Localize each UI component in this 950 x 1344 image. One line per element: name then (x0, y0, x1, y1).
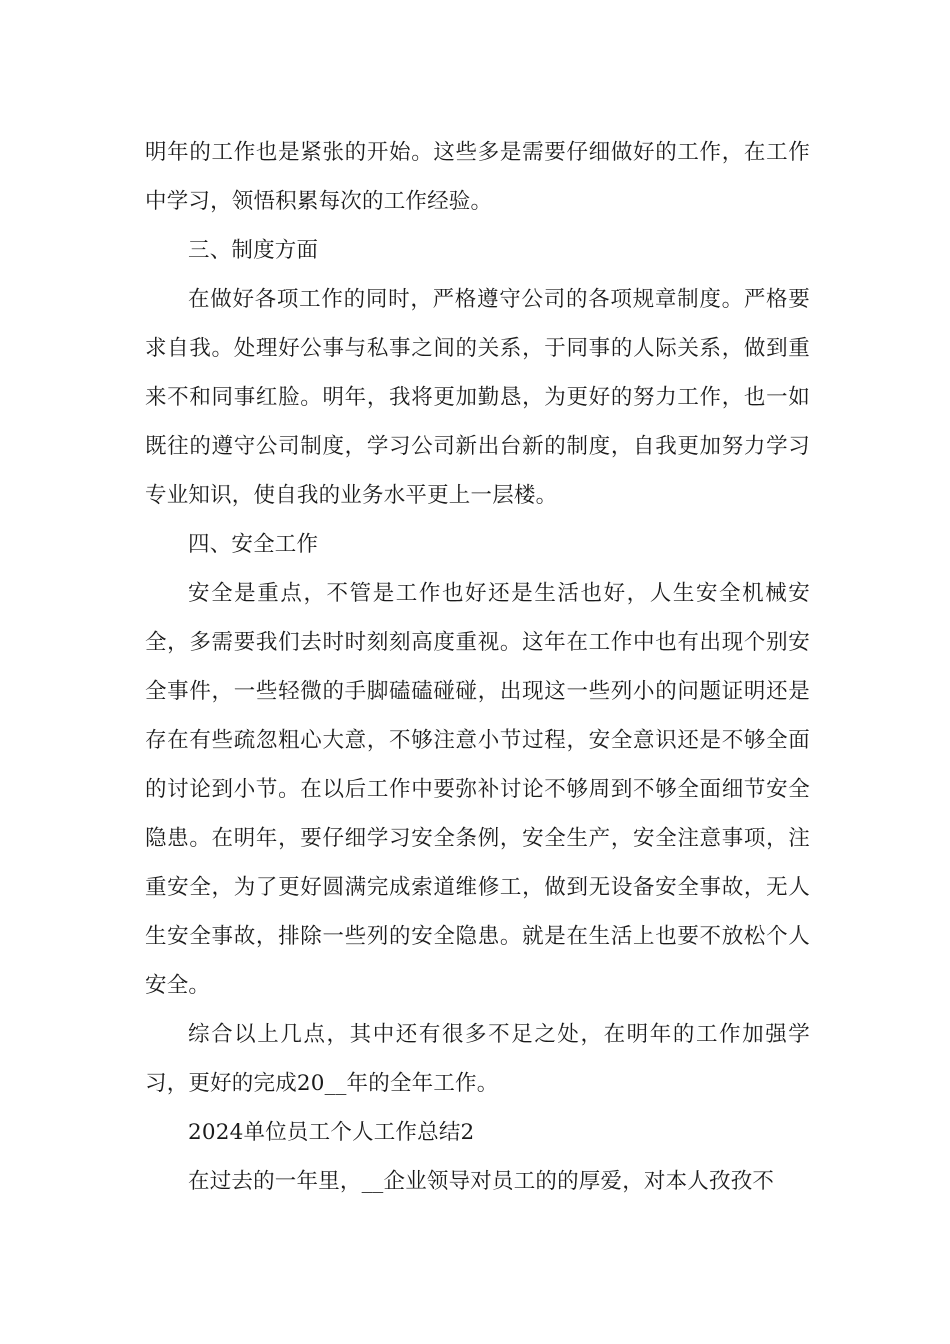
body-paragraph: 在做好各项工作的同时，严格遵守公司的各项规章制度。严格要求自我。处理好公事与私事之间的关系，于同事的人际关系，做到重来不和同事红脸。明年，我将更加勤恳，为更好的努力工作，也一如既往的遵守公司制度，学习公司新出台新的制度，自我更加努力学习专业知识，使自我的业务水平更上一层楼。 (145, 287, 810, 508)
section-heading-system: 三、制度方面 (188, 238, 319, 263)
summary-paragraph: 综合以上几点，其中还有很多不足之处，在明年的工作加强学习，更好的完成20__年的全年工作。 (145, 1022, 810, 1096)
document-body (145, 128, 810, 1206)
body-paragraph: 安全是重点，不管是工作也好还是生活也好，人生安全机械安全，多需要我们去时时刻刻高度重视。这年在工作中也有出现个别安全事件，一些轻微的手脚磕磕碰碰，出现这一些列小的问题证明还是存在有些疏忽粗心大意，不够注意小节过程，安全意识还是不够全面的讨论到小节。在以后工作中要弥补讨论不够周到不够全面细节安全隐患。在明年，要仔细学习安全条例，安全生产，安全注意事项，注重安全，为了更好圆满完成索道维修工，做到无设备安全事故，无人生安全事故，排除一些列的安全隐患。就是在生活上也要不放松个人安全。 (145, 581, 810, 998)
document-subtitle: 2024单位员工个人工作总结2 (188, 1120, 475, 1145)
section-heading-safety: 四、安全工作 (188, 532, 319, 557)
continuation-paragraph: 明年的工作也是紧张的开始。这些多是需要仔细做好的工作，在工作中学习，领悟积累每次的工作经验。 (145, 140, 810, 214)
body-paragraph: 在过去的一年里，__企业领导对员工的的厚爱，对本人孜孜不 (188, 1169, 775, 1194)
